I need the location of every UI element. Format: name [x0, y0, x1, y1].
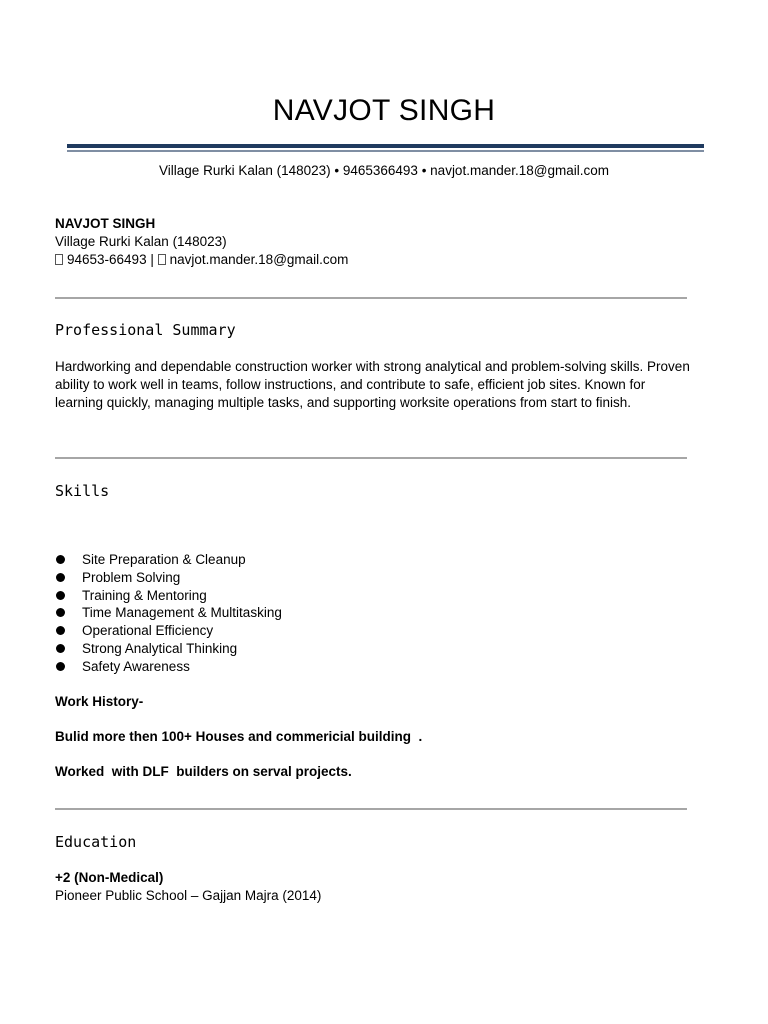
page-title: NAVJOT SINGH	[272, 94, 496, 127]
bullet-icon	[56, 644, 65, 653]
contact-name: NAVJOT SINGH	[55, 216, 156, 231]
bullet-icon	[56, 662, 65, 671]
skills-list	[55, 551, 282, 676]
list-item: Safety Awareness	[55, 658, 282, 676]
contact-separator: |	[150, 252, 154, 267]
work-history-line: Worked with DLF builders on serval projects.	[55, 764, 352, 779]
list-item: Operational Efficiency	[55, 622, 282, 640]
contact-email: navjot.mander.18@gmail.com	[169, 252, 349, 267]
education-school: Pioneer Public School – Gajjan Majra (2014)	[55, 888, 322, 903]
bullet-icon	[56, 608, 65, 617]
bullet-icon	[56, 555, 65, 564]
email-icon	[158, 254, 166, 265]
header-divider	[67, 144, 704, 152]
contact-phone: 94653-66493	[67, 252, 147, 267]
bullet-icon	[56, 591, 65, 600]
education-heading: Education	[55, 833, 137, 851]
header-contact-line: Village Rurki Kalan (148023) • 9465366493 • navjot.mander.18@gmail.com	[159, 163, 609, 178]
skills-heading: Skills	[55, 482, 110, 500]
contact-block	[55, 215, 348, 269]
section-divider	[55, 808, 687, 810]
bullet-icon	[56, 573, 65, 582]
phone-icon	[55, 254, 63, 265]
list-item: Site Preparation & Cleanup	[55, 551, 282, 569]
contact-address: Village Rurki Kalan (148023)	[55, 234, 227, 249]
contact-phone-email-row	[55, 251, 348, 269]
professional-summary-heading: Professional Summary	[55, 321, 236, 339]
work-history-line: Bulid more then 100+ Houses and commericial building .	[55, 729, 423, 744]
work-history-heading: Work History-	[55, 694, 144, 709]
list-item: Training & Mentoring	[55, 587, 282, 605]
list-item: Problem Solving	[55, 569, 282, 587]
education-degree: +2 (Non-Medical)	[55, 870, 164, 885]
section-divider	[55, 297, 687, 299]
section-divider	[55, 457, 687, 459]
list-item: Strong Analytical Thinking	[55, 640, 282, 658]
bullet-icon	[56, 626, 65, 635]
list-item: Time Management & Multitasking	[55, 604, 282, 622]
professional-summary-text: Hardworking and dependable construction worker with strong analytical and problem-solving skills. Proven ability to work well in teams, follow instructions, and contribute to safe, efficient job sites. Known for learning quickly, managing multiple tasks, and supporting worksite operations from start to finish.	[55, 359, 690, 410]
